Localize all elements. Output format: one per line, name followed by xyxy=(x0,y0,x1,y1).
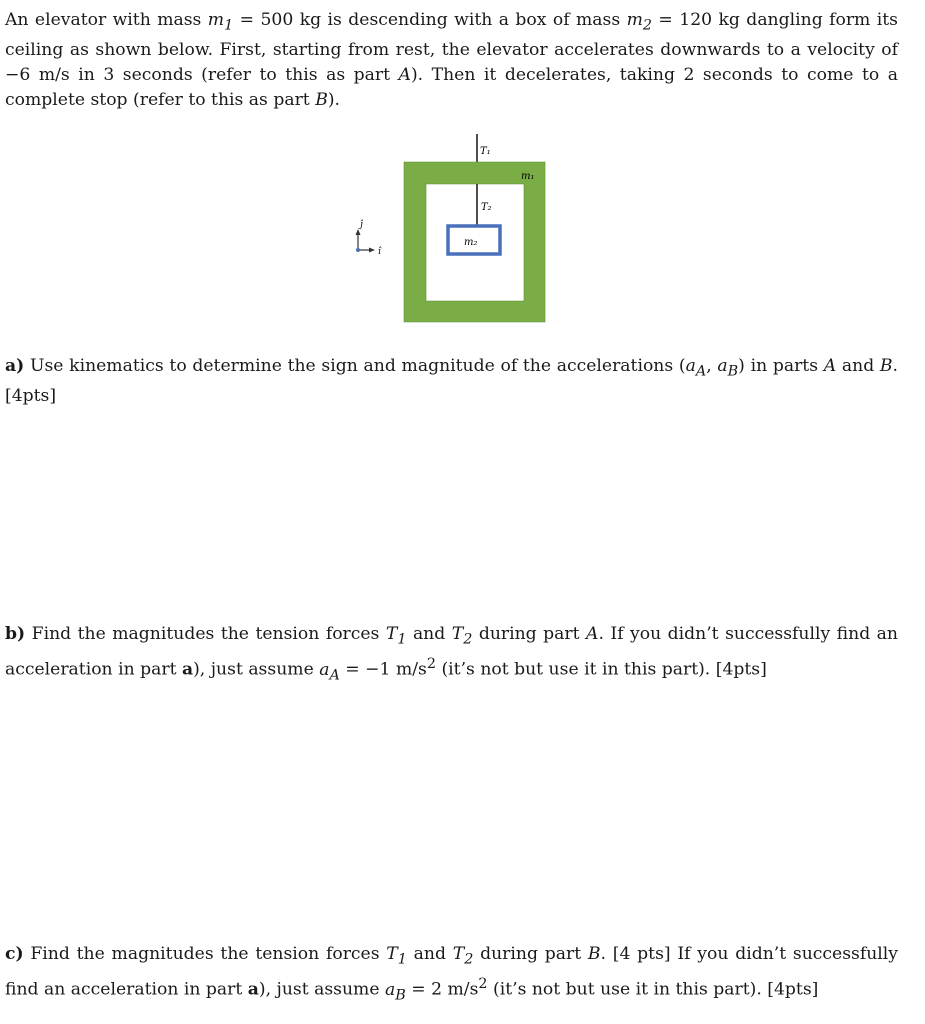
var-T1: $T_1$ xyxy=(386,944,407,968)
text: ). xyxy=(327,90,340,111)
text: Find the magnitudes the tension forces xyxy=(25,624,386,644)
points-label: (it’s not but use it in this part). [4pts] xyxy=(487,980,819,1001)
var-T1: $T_1$ xyxy=(385,624,407,648)
question-b: b) Find the magnitudes the tension forces $T_1$ and $T_2$ during part A. If you didn’t successfully find an acceleration in part a), just assume $a_A = -1$ $m/s^2$ (it’s not but use it in this part). [4pts] xyxy=(5,624,898,684)
text: = 500 kg is descending with a box of mass xyxy=(233,10,627,30)
text: ). Then it decelerates, taking 2 seconds to come to a complete stop (refer to this as part xyxy=(5,65,898,111)
var-m2: $m_2$ xyxy=(626,10,653,34)
j-hat-label: ĵ xyxy=(360,220,363,230)
var-aB: $a_B$ xyxy=(385,980,406,1004)
text: . If you didn’t successfully find an acceleration in part xyxy=(5,624,898,681)
question-c: c) Find the magnitudes the tension forces $T_1$ and $T_2$ during part B. [4 pts] If you didn’t successfully find an acceleration in part a), just assume $a_B = 2$ $m/s^2$ (it’s not but use it in this part). [4pts] xyxy=(5,944,898,1004)
coordinate-axes xyxy=(356,219,383,257)
points-label: . [4pts] xyxy=(5,356,899,407)
var-aA: $a_A$ xyxy=(319,660,340,684)
question-label: a) xyxy=(5,356,25,376)
m2-label: m₂ xyxy=(464,237,478,248)
var-aB: $a_B$ xyxy=(717,356,739,380)
var-T2: $T_2$ xyxy=(451,624,473,648)
part-a-ref: A xyxy=(398,65,411,86)
var-aA: $a_A$ xyxy=(685,356,707,380)
t2-label: T₂ xyxy=(481,202,492,213)
text: ) in parts xyxy=(738,356,824,376)
part-b-ref: B xyxy=(315,90,328,111)
text: An elevator with mass xyxy=(5,10,208,30)
text: Use kinematics to determine the sign and magnitude of the accelerations ( xyxy=(24,356,686,376)
question-label: c) xyxy=(5,944,24,964)
i-hat-label: î xyxy=(378,247,381,257)
text: . [4 pts] If you didn’t successfully find an acceleration in part xyxy=(5,944,898,1001)
text: = 120 kg dangling form its ceiling as shown below. First, starting from rest, the elevator accelerates downwards to a velocity of −6 m/s in 3 seconds (refer to this as part xyxy=(5,10,898,86)
m1-label: m₁ xyxy=(521,171,535,182)
question-a: a) Use kinematics to determine the sign and magnitude of the accelerations ($a_A$, $a_B$) in parts A and B. [4pts] xyxy=(5,356,899,407)
text: Find the magnitudes the tension forces xyxy=(23,944,387,964)
problem-statement xyxy=(5,8,898,113)
points-label: (it’s not but use it in this part). [4pts] xyxy=(436,660,767,681)
var-m1: $m_1$ xyxy=(207,10,234,34)
elevator-diagram xyxy=(340,128,570,328)
t1-label: T₁ xyxy=(480,146,491,157)
question-label: b) xyxy=(5,624,26,644)
var-T2: $T_2$ xyxy=(452,944,474,968)
